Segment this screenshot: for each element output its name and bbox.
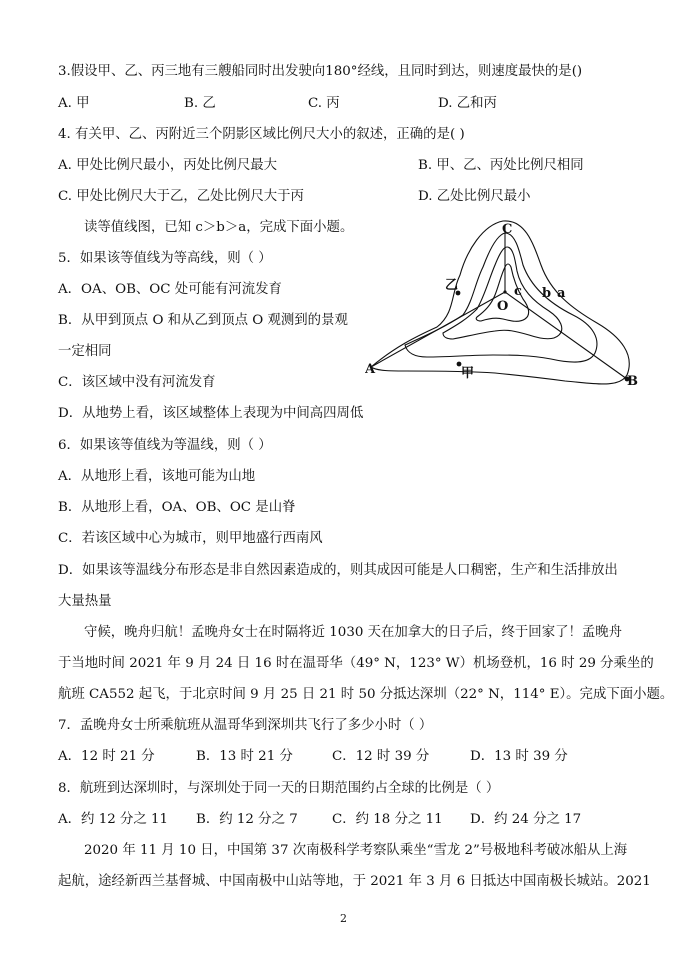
q5-option-b-line2: 一定相同 [58, 344, 112, 359]
q6-option-c: C．若该区域中心为城市，则甲地盛行西南风 [58, 531, 323, 546]
label-contour-c: c [514, 284, 522, 299]
label-point-a: A [365, 362, 376, 377]
q4-option-a: A. 甲处比例尺最小，丙处比例尺最大 [58, 158, 278, 173]
q6-option-d-line1: D．如果该等温线分布形态是非自然因素造成的，则其成因可能是人口稠密，生产和生活排放出 [58, 563, 618, 578]
q3-stem: 3.假设甲、乙、丙三地有三艘船同时出发驶向180°经线，且同时到达，则速度最快的是() [58, 64, 583, 79]
label-o: O [497, 299, 509, 314]
q8-option-d: D．约 24 分之 17 [470, 812, 582, 827]
q7-option-d: D．13 时 39 分 [470, 749, 568, 764]
point-o-dot [503, 290, 506, 293]
q5-stem: 5．如果该等值线为等高线，则（ ） [58, 251, 272, 266]
contour-map-figure [365, 215, 645, 395]
passage2-line1: 守候，晚舟归航！孟晚舟女士在时隔将近 1030 天在加拿大的日子后，终于回家了！孟晚舟 [84, 625, 623, 640]
label-contour-a: a [557, 286, 566, 301]
q3-option-b: B. 乙 [184, 96, 216, 111]
passage3-line1: 2020 年 11 月 10 日，中国第 37 次南极科学考察队乘坐“雪龙 2”号极地科考破冰船从上海 [84, 843, 628, 858]
q4-option-c: C. 甲处比例尺大于乙，乙处比例尺大于丙 [58, 189, 304, 204]
q8-option-a: A．约 12 分之 11 [58, 812, 169, 827]
q7-option-b: B．13 时 21 分 [196, 749, 293, 764]
q7-option-c: C．12 时 39 分 [332, 749, 430, 764]
label-yi: 乙 [445, 278, 459, 293]
q5-option-b-line1: B．从甲到顶点 O 和从乙到顶点 O 观测到的景观 [58, 313, 348, 328]
q6-stem: 6．如果该等值线为等温线，则（ ） [58, 438, 272, 453]
q6-option-d-line2: 大量热量 [58, 594, 112, 609]
page-number: 2 [340, 912, 347, 925]
q3-option-c: C. 丙 [308, 96, 340, 111]
q4-option-b: B. 甲、乙、丙处比例尺相同 [418, 158, 584, 173]
contour-intro: 读等值线图，已知 c＞b＞a，完成下面小题。 [84, 220, 354, 235]
label-contour-b: b [542, 286, 552, 301]
label-jia: 甲 [461, 366, 475, 381]
line-o-to-a [371, 292, 505, 367]
q4-option-d: D. 乙处比例尺最小 [418, 189, 531, 204]
q4-stem: 4. 有关甲、乙、丙附近三个阴影区域比例尺大小的叙述，正确的是( ) [58, 127, 465, 142]
q5-option-a: A．OA、OB、OC 处可能有河流发育 [58, 282, 282, 297]
passage3-line2: 起航，途经新西兰基督城、中国南极中山站等地，于 2021 年 3 月 6 日抵达中国南极长城站。2021 [58, 874, 651, 889]
q7-option-a: A．12 时 21 分 [58, 749, 155, 764]
q8-option-c: C．约 18 分之 11 [332, 812, 443, 827]
q8-option-b: B．约 12 分之 7 [196, 812, 298, 827]
q7-stem: 7．孟晚舟女士所乘航班从温哥华到深圳共飞行了多少小时（ ） [58, 718, 433, 733]
q3-option-d: D. 乙和丙 [438, 96, 497, 111]
q8-stem: 8．航班到达深圳时，与深圳处于同一天的日期范围约占全球的比例是（ ） [58, 781, 500, 796]
passage2-line3: 航班 CA552 起飞，于北京时间 9 月 25 日 21 时 50 分抵达深圳（22° N，114° E）。完成下面小题。 [58, 687, 674, 702]
q5-option-c: C．该区域中没有河流发育 [58, 375, 216, 390]
label-point-c: C [502, 222, 513, 237]
q6-option-a: A．从地形上看，该地可能为山地 [58, 469, 256, 484]
q3-option-a: A. 甲 [58, 96, 90, 111]
passage2-line2: 于当地时间 2021 年 9 月 24 日 16 时在温哥华（49° N，123° W）机场登机，16 时 29 分乘坐的 [58, 656, 654, 671]
label-point-b: B [627, 374, 638, 389]
line-o-to-b [505, 292, 627, 379]
q6-option-b: B．从地形上看，OA、OB、OC 是山脊 [58, 500, 296, 515]
q5-option-d: D．从地势上看，该区域整体上表现为中间高四周低 [58, 406, 364, 421]
